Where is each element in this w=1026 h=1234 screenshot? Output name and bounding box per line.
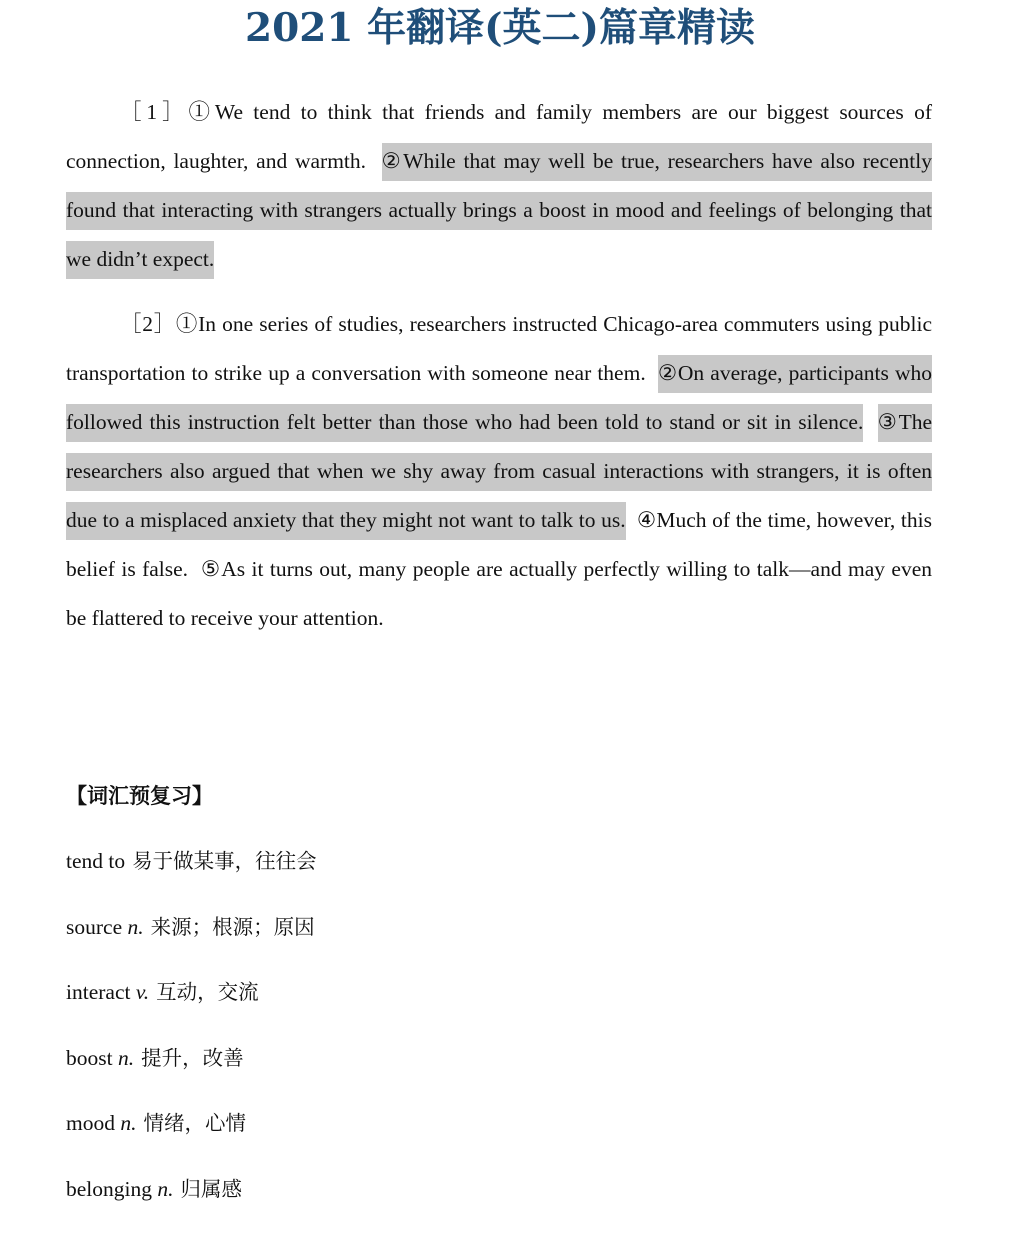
vocab-part-of-speech: n. — [128, 915, 144, 939]
vocab-item — [66, 1169, 317, 1234]
vocab-part-of-speech: v. — [136, 980, 149, 1004]
vocab-item — [66, 1103, 317, 1169]
vocab-part-of-speech: n. — [120, 1111, 136, 1135]
vocab-meaning: 情绪，心情 — [143, 1111, 246, 1135]
paragraph-2-sentence-3-highlighted: ③The researchers also argued that when we shy away from casual interactions with strangers, it is often due to a misplaced anxiety that they might not want to talk to us. — [66, 404, 932, 540]
vocab-list — [66, 841, 317, 1234]
vocab-item — [66, 1038, 317, 1104]
vocab-meaning: 提升，改善 — [141, 1046, 244, 1070]
vocab-meaning: 来源；根源；原因 — [151, 915, 315, 939]
vocab-meaning: 归属感 — [181, 1177, 243, 1201]
vocab-term: interact — [66, 980, 130, 1004]
vocab-term: mood — [66, 1111, 115, 1135]
paragraph-1-sentence-1: ［1］①We tend to think that friends and family members are our biggest sources of connection, laughter, and warmth. — [66, 100, 932, 173]
vocab-term: source — [66, 915, 122, 939]
paragraph-2 — [66, 300, 932, 643]
paragraph-1 — [66, 88, 932, 284]
vocab-heading: 【词汇预复习】 — [66, 778, 213, 814]
vocab-item — [66, 841, 317, 907]
paragraph-2-sentence-2-highlighted: ②On average, participants who followed this instruction felt better than those who had been told to stand or sit in silence. — [66, 355, 932, 442]
vocab-term: boost — [66, 1046, 113, 1070]
vocab-item — [66, 972, 317, 1038]
page-title: 2021 年翻译(英二)篇章精读 — [0, 2, 1000, 54]
vocab-term: belonging — [66, 1177, 152, 1201]
vocab-part-of-speech: n. — [157, 1177, 173, 1201]
paragraph-2-sentence-4: ④Much of the time, however, this belief is false. — [66, 508, 932, 581]
paragraph-1-sentence-2-highlighted: ②While that may well be true, researchers have also recently found that interacting with strangers actually brings a boost in mood and feelings of belonging that we didn’t expect. — [66, 143, 932, 279]
paragraph-2-sentence-5: ⑤As it turns out, many people are actually perfectly willing to talk—and may even be flattered to receive your attention. — [66, 557, 932, 630]
vocab-item — [66, 907, 317, 973]
vocab-term: tend to — [66, 849, 125, 873]
vocab-meaning: 互动，交流 — [156, 980, 259, 1004]
paragraph-2-sentence-1: ［2］①In one series of studies, researchers instructed Chicago-area commuters using public transportation to strike up a conversation with someone near them. — [66, 312, 932, 385]
vocab-meaning: 易于做某事，往往会 — [132, 849, 317, 873]
vocab-part-of-speech: n. — [118, 1046, 134, 1070]
